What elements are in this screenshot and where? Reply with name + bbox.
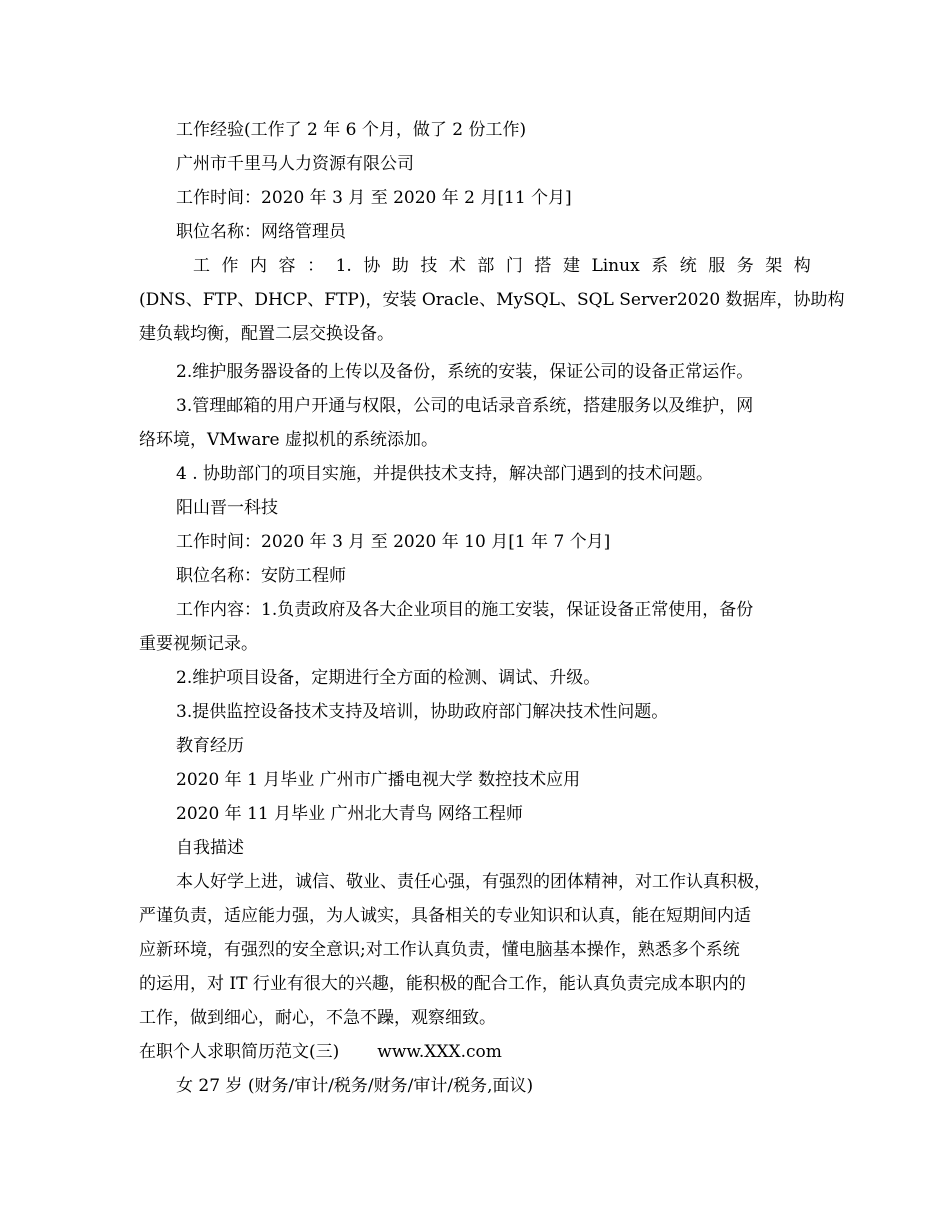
job2-company: 阳山晋一科技 [176,498,278,518]
job1-item3-line1: 3.管理邮箱的用户开通与权限，公司的电话录音系统，搭建服务以及维护，网 [176,396,754,416]
content-token: 协 [363,256,381,276]
content-token: 门 [505,256,523,276]
content-token: 作 [221,256,239,276]
job2-position: 职位名称：安防工程师 [176,566,346,586]
self-description-line: 应新环境，有强烈的安全意识;对工作认真负责，懂电脑基本操作，熟悉多个系统 [139,940,740,960]
self-description-line: 严谨负责，适应能力强，为人诚实，具备相关的专业知识和认真，能在短期间内适 [139,906,751,926]
content-token: 工 [193,256,210,276]
sample3-title-row [0,1035,950,1069]
content-token: 1. [335,256,352,276]
content-token: 务 [736,256,754,276]
content-token: 搭 [534,256,552,276]
content-token: 服 [708,256,726,276]
content-token: 技 [420,256,438,276]
job1-time: 工作时间：2020 年 3 月 至 2020 年 2 月[11 个月] [176,188,572,208]
content-token: 建 [562,256,580,276]
source-url: www.XXX.com [377,1042,502,1062]
job2-content-line1: 工作内容：1.负责政府及各大企业项目的施工安装，保证设备正常使用，备份 [176,600,754,620]
self-description-line: 工作，做到细心，耐心，不急不躁，观察细致。 [139,1008,496,1028]
job2-time: 工作时间：2020 年 3 月 至 2020 年 10 月[1 年 7 个月] [176,532,611,552]
self-description-heading: 自我描述 [176,838,244,858]
job1-item2: 2.维护服务器设备的上传以及备份，系统的安装，保证公司的设备正常运作。 [176,362,754,382]
content-token: 构 [793,256,811,276]
sample3-title: 在职个人求职简历范文(三) [139,1042,340,1062]
content-token: 部 [477,256,495,276]
job1-item4: 4 . 协助部门的项目实施，并提供技术支持，解决部门遇到的技术问题。 [176,464,714,484]
content-token: 系 [651,256,669,276]
content-token: 容 [278,256,296,276]
education-heading: 教育经历 [176,736,244,756]
job1-item3-line2: 络环境，VMware 虚拟机的系统添加。 [139,430,438,450]
sample3-profile: 女 27 岁 (财务/审计/税务/财务/审计/税务,面议) [176,1076,534,1096]
content-token: 统 [679,256,697,276]
job2-item2: 2.维护项目设备，定期进行全方面的检测、调试、升级。 [176,668,601,688]
content-token: 术 [448,256,466,276]
job1-position: 职位名称：网络管理员 [176,222,346,242]
content-token: 内 [250,256,268,276]
education-entry: 2020 年 1 月毕业 广州市广播电视大学 数控技术应用 [176,770,581,790]
job2-item3: 3.提供监控设备技术支持及培训，协助政府部门解决技术性问题。 [176,702,669,722]
job1-content-line3: 建负载均衡，配置二层交换设备。 [139,324,394,344]
work-experience-heading: 工作经验(工作了 2 年 6 个月，做了 2 份工作) [176,120,527,140]
content-token: Linux [591,256,640,276]
job1-company: 广州市千里马人力资源有限公司 [176,154,414,174]
job2-content-line2: 重要视频记录。 [139,634,258,654]
content-token: ： [307,256,325,276]
job1-content-line2: (DNS、FTP、DHCP、FTP)，安装 Oracle、MySQL、SQL Server2020 数据库，协助构 [139,290,845,310]
content-token: 架 [765,256,783,276]
self-description-line: 的运用，对 IT 行业有很大的兴趣，能积极的配合工作，能认真负责完成本职内的 [139,974,746,994]
education-entry: 2020 年 11 月毕业 广州北大青鸟 网络工程师 [176,804,523,824]
content-token: 助 [391,256,409,276]
self-description-line: 本人好学上进，诚信、敬业、责任心强，有强烈的团体精神，对工作认真积极， [176,872,771,892]
job1-content-line1 [139,249,811,283]
